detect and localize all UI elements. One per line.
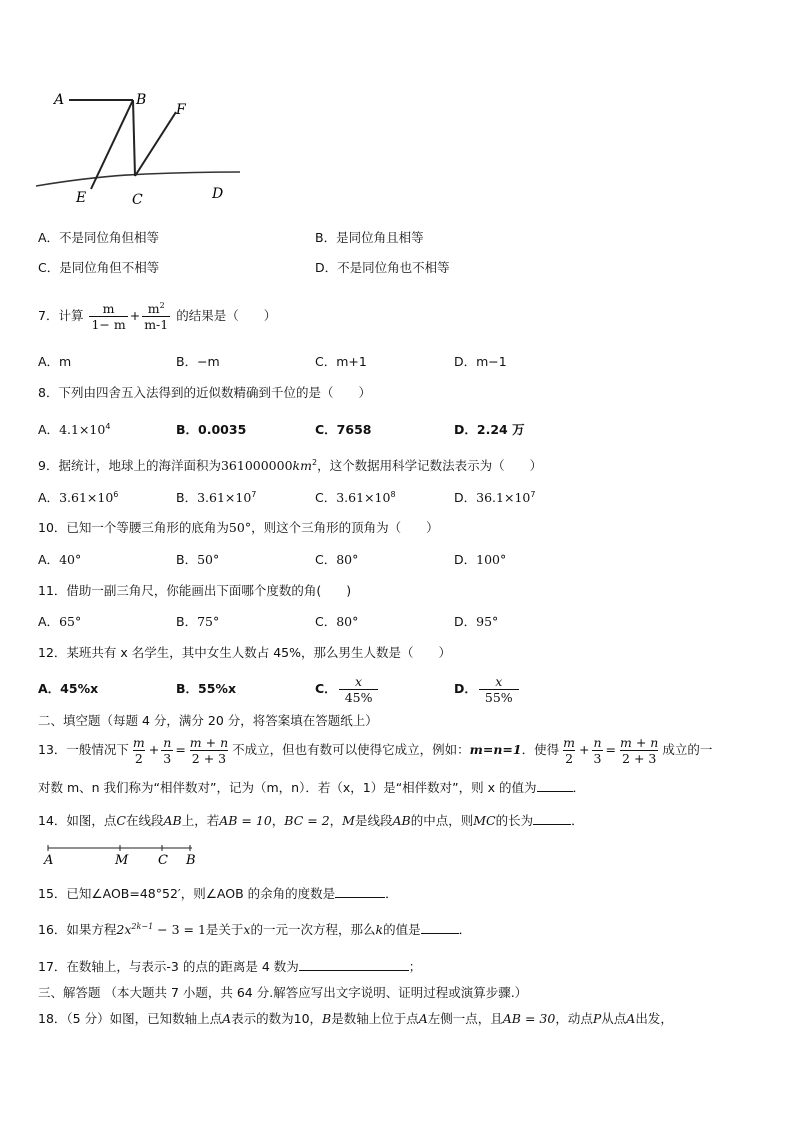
q14-ab: AB — [163, 813, 182, 828]
question-15 — [38, 884, 398, 903]
q11-option-b[interactable] — [176, 613, 219, 631]
q7-option-b[interactable]: B．−m — [176, 354, 220, 369]
q13-eq: = — [175, 742, 186, 757]
q7-option-a[interactable]: A．m — [38, 354, 72, 369]
label-b: B — [136, 92, 147, 108]
q14-end: ． — [571, 813, 584, 828]
q11-option-d[interactable] — [454, 613, 498, 631]
q16-eq-exp: 2k−1 — [131, 921, 154, 931]
q8-a-exp: 4 — [105, 421, 111, 431]
q14-t5: 的中点，则 — [410, 813, 474, 828]
q13-fb-num: n — [163, 735, 172, 750]
q8-a-label: A． — [38, 422, 60, 437]
q7-fraction-2 — [142, 301, 170, 332]
label-e: E — [76, 190, 87, 206]
geometry-figure — [36, 84, 246, 209]
label-f: F — [176, 102, 186, 118]
q7-f1-num: m — [102, 301, 115, 316]
q9-option-a[interactable] — [38, 489, 118, 507]
q10-post: ，则这个三角形的顶角为（ ） — [251, 520, 439, 535]
q6-option-c[interactable]: C．是同位角但不相等 — [38, 260, 160, 275]
q13-frac-b2 — [591, 735, 603, 766]
q14-eq1: AB = 10 — [219, 813, 272, 828]
q13-fa2-den: 2 — [565, 751, 574, 766]
q14-mc: MC — [473, 813, 496, 828]
q16-post: 的值是 — [383, 922, 421, 937]
segment-bc — [133, 100, 135, 176]
q14-t1: 在线段 — [125, 813, 164, 828]
q9-c-base: 3.61×10 — [336, 490, 391, 505]
q14-pre: 14．如图，点 — [38, 813, 117, 828]
q14-t6: 的长为 — [495, 813, 534, 828]
q9-d-base: 36.1×10 — [476, 490, 531, 505]
q11-option-a[interactable] — [38, 613, 81, 631]
q10-option-c[interactable] — [315, 551, 358, 569]
q13-fc2-den: 2 + 3 — [622, 751, 657, 766]
q6-option-d[interactable]: D．不是同位角也不相等 — [315, 260, 450, 275]
q13-fb2-den: 3 — [593, 751, 602, 766]
q9-c-exp: 8 — [390, 489, 396, 499]
question-10 — [38, 519, 439, 537]
q7-prefix: 7．计算 — [38, 308, 84, 323]
section-3-heading: 三、解答题 （本大题共 7 小题，共 64 分.解答应写出文字说明、证明过程或演算步骤.） — [38, 985, 528, 1000]
q12-c-num: x — [355, 674, 363, 689]
q9-a-base: 3.61×10 — [59, 490, 114, 505]
question-17 — [38, 957, 421, 976]
q12-d-den: 55% — [479, 689, 519, 705]
q18-t5: 从点 — [601, 1011, 627, 1026]
q18-t2: 是数轴上位于点 — [331, 1011, 419, 1026]
q9-pre: 9．据统计，地球上的海洋面积为 — [38, 458, 221, 473]
q17-answer-blank[interactable] — [299, 957, 409, 971]
q13-fc2-num: m + n — [620, 735, 659, 750]
q7-f1-den: 1− m — [91, 317, 126, 332]
q10-b-label: B． — [176, 552, 198, 567]
label-a: A — [54, 92, 65, 108]
q11-a-label: A． — [38, 614, 60, 629]
q11-b-value: 75° — [197, 614, 220, 629]
q6-option-b[interactable]: B．是同位角且相等 — [315, 230, 424, 245]
q18-t3: 左侧一点，且 — [427, 1011, 503, 1026]
q9-unit: km — [292, 458, 312, 473]
q9-c-label: C． — [315, 490, 337, 505]
q9-d-exp: 7 — [530, 489, 536, 499]
q11-d-value: 95° — [476, 614, 499, 629]
question-16 — [38, 920, 471, 939]
q16-answer-blank[interactable] — [421, 920, 459, 934]
q16-eq-rest: − 3 = 1 — [153, 922, 206, 937]
q10-option-b[interactable] — [176, 551, 219, 569]
question-8: 8．下列由四舍五入法得到的近似数精确到千位的是（ ） — [38, 385, 371, 400]
q16-mid2: 的一元一次方程，那么 — [250, 922, 376, 937]
q13-frac-c2 — [618, 735, 660, 766]
question-9 — [38, 457, 542, 475]
q7-plus: + — [129, 308, 141, 323]
q18-t6: 出发， — [635, 1011, 673, 1026]
q18-eq: AB = 30 — [502, 1011, 556, 1026]
q13-frac-c — [188, 735, 230, 766]
q7-f2-num: m — [147, 301, 160, 316]
q12-d-fraction — [479, 674, 519, 705]
line-e-c-d — [36, 172, 240, 186]
q7-option-c[interactable]: C．m+1 — [315, 354, 367, 369]
q10-pre: 10．已知一个等腰三角形的底角为 — [38, 520, 229, 535]
q10-option-a[interactable] — [38, 551, 81, 569]
q7-suffix: 的结果是（ ） — [176, 308, 277, 323]
q11-option-c[interactable] — [315, 613, 358, 631]
q13-mid2: ．使得 — [521, 742, 560, 757]
q13-end: ． — [572, 780, 586, 795]
q13-fb2-num: n — [593, 735, 602, 750]
q13-fa-den: 2 — [134, 751, 143, 766]
q18-a2: A — [418, 1011, 428, 1026]
q8-a-base: 4.1×10 — [59, 422, 106, 437]
question-11: 11．借助一副三角尺，你能画出下面哪个度数的角( ) — [38, 583, 352, 598]
q15-end: ． — [385, 886, 398, 901]
q13-pre: 13．一般情况下 — [38, 742, 129, 757]
q14-ab2: AB — [392, 813, 411, 828]
q9-b-base: 3.61×10 — [197, 490, 252, 505]
q10-option-d[interactable] — [454, 551, 506, 569]
q9-unit-exp: 2 — [311, 457, 318, 467]
q10-d-label: D． — [454, 552, 477, 567]
q12-option-a[interactable]: A．45%x — [38, 681, 99, 696]
q13-fa-num: m — [132, 735, 145, 750]
q10-c-value: 80° — [336, 552, 359, 567]
q9-post: ，这个数据用科学记数法表示为（ ） — [317, 458, 543, 473]
question-14 — [38, 811, 584, 830]
q13-mid: 不成立，但也有数可以使得它成立，例如： — [232, 742, 470, 757]
q14-m: M — [342, 813, 355, 828]
label-d: D — [212, 186, 224, 202]
q17-pre: 17．在数轴上，与表示-3 的点的距离是 4 数为 — [38, 959, 299, 974]
q13-frac-a — [131, 735, 147, 766]
q13-plus-2: + — [578, 742, 590, 757]
q12-d-num: x — [495, 674, 503, 689]
q11-c-value: 80° — [336, 614, 359, 629]
q8-option-b[interactable]: B．0.0035 — [176, 422, 247, 437]
segment-cf — [135, 112, 176, 176]
label-c: C — [132, 192, 143, 208]
seg-label-c: C — [158, 853, 168, 868]
q18-p: P — [592, 1011, 602, 1026]
seg-label-a: A — [44, 853, 54, 868]
section-2-heading: 二、填空题（每题 4 分，满分 20 分，将答案填在答题纸上） — [38, 713, 378, 728]
q12-option-b[interactable]: B．55%x — [176, 681, 237, 696]
q14-answer-blank[interactable] — [533, 811, 571, 825]
q7-option-d[interactable]: D．m−1 — [454, 354, 507, 369]
q9-b-exp: 7 — [251, 489, 257, 499]
q11-c-label: C． — [315, 614, 337, 629]
question-7 — [38, 298, 276, 334]
q13-line2: 对数 m、n 我们称为“相伴数对”，记为（m，n）．若（x，1）是“相伴数对”，则 x 的值为 — [38, 780, 537, 795]
q8-option-c[interactable]: C．7658 — [315, 422, 372, 437]
q13-eq-2: = — [605, 742, 617, 757]
q12-d-label: D． — [454, 681, 477, 696]
question-13-line-2 — [38, 778, 585, 797]
q9-option-d[interactable] — [454, 489, 535, 507]
q13-fc-den: 2 + 3 — [191, 751, 227, 766]
q10-angle: 50° — [228, 520, 252, 535]
q14-t4: 是线段 — [354, 813, 393, 828]
q14-segment-figure — [40, 842, 210, 868]
q7-f2-den: m-1 — [144, 317, 169, 332]
q11-d-label: D． — [454, 614, 477, 629]
q13-fa2-num: m — [563, 735, 575, 750]
q9-d-label: D． — [454, 490, 477, 505]
q10-b-value: 50° — [197, 552, 220, 567]
q18-b: B — [322, 1011, 332, 1026]
seg-label-m: M — [115, 853, 129, 868]
q10-a-value: 40° — [59, 552, 82, 567]
q17-end: ； — [408, 959, 422, 974]
question-18 — [38, 1010, 673, 1028]
q8-option-a[interactable] — [38, 421, 110, 439]
q13-plus: + — [148, 742, 160, 757]
q13-answer-blank[interactable] — [537, 778, 573, 792]
q9-b-label: B． — [176, 490, 198, 505]
q16-eq-base: 2x — [116, 922, 132, 937]
q18-a3: A — [626, 1011, 636, 1026]
q12-option-c[interactable] — [315, 670, 380, 708]
q16-k: k — [375, 922, 384, 937]
q12-option-d[interactable] — [454, 670, 521, 708]
q7-fraction-1 — [89, 301, 127, 332]
q15-pre: 15．已知∠AOB=48°52′，则∠AOB 的余角的度数是 — [38, 886, 336, 901]
q12-c-label: C． — [315, 681, 337, 696]
q13-example: m=n=1 — [469, 742, 522, 757]
q12-c-fraction — [339, 674, 379, 705]
q10-a-label: A． — [38, 552, 60, 567]
question-13-line-1 — [38, 732, 712, 768]
q6-option-a[interactable]: A．不是同位角但相等 — [38, 230, 160, 245]
q18-t4: ，动点 — [555, 1011, 593, 1026]
seg-label-b: B — [186, 853, 196, 868]
q10-c-label: C． — [315, 552, 337, 567]
q12-c-den: 45% — [339, 689, 379, 705]
q15-answer-blank[interactable] — [335, 884, 385, 898]
q9-a-exp: 6 — [113, 489, 119, 499]
q13-post: 成立的一 — [662, 742, 713, 757]
q13-frac-b — [161, 735, 173, 766]
q13-fc-num: m + n — [189, 735, 229, 750]
q9-option-c[interactable] — [315, 489, 396, 507]
q16-pre: 16．如果方程 — [38, 922, 117, 937]
q16-x: x — [243, 922, 251, 937]
q7-f2-sup: 2 — [159, 300, 165, 310]
q14-eq2: BC = 2 — [284, 813, 330, 828]
q11-b-label: B． — [176, 614, 198, 629]
q14-t2: 上，若 — [181, 813, 220, 828]
q18-t1: 表示的数为10， — [231, 1011, 323, 1026]
q18-a: A — [222, 1011, 232, 1026]
q16-end: ． — [458, 922, 472, 937]
q9-a-label: A． — [38, 490, 60, 505]
q14-c: C — [116, 813, 126, 828]
q16-mid: 是关于 — [205, 922, 244, 937]
q14-sep: ， — [271, 813, 285, 828]
q9-option-b[interactable] — [176, 489, 256, 507]
question-12: 12．某班共有 x 名学生，其中女生人数占 45%，那么男生人数是（ ） — [38, 645, 452, 660]
q13-fb-den: 3 — [163, 751, 172, 766]
q8-option-d[interactable]: D．2.24 万 — [454, 422, 525, 437]
q11-a-value: 65° — [59, 614, 82, 629]
q9-value: 361000000 — [220, 458, 293, 473]
q10-d-value: 100° — [476, 552, 507, 567]
q18-pre: 18．（5 分）如图，已知数轴上点 — [38, 1011, 223, 1026]
q13-frac-a2 — [561, 735, 577, 766]
q14-t3: ， — [329, 813, 343, 828]
